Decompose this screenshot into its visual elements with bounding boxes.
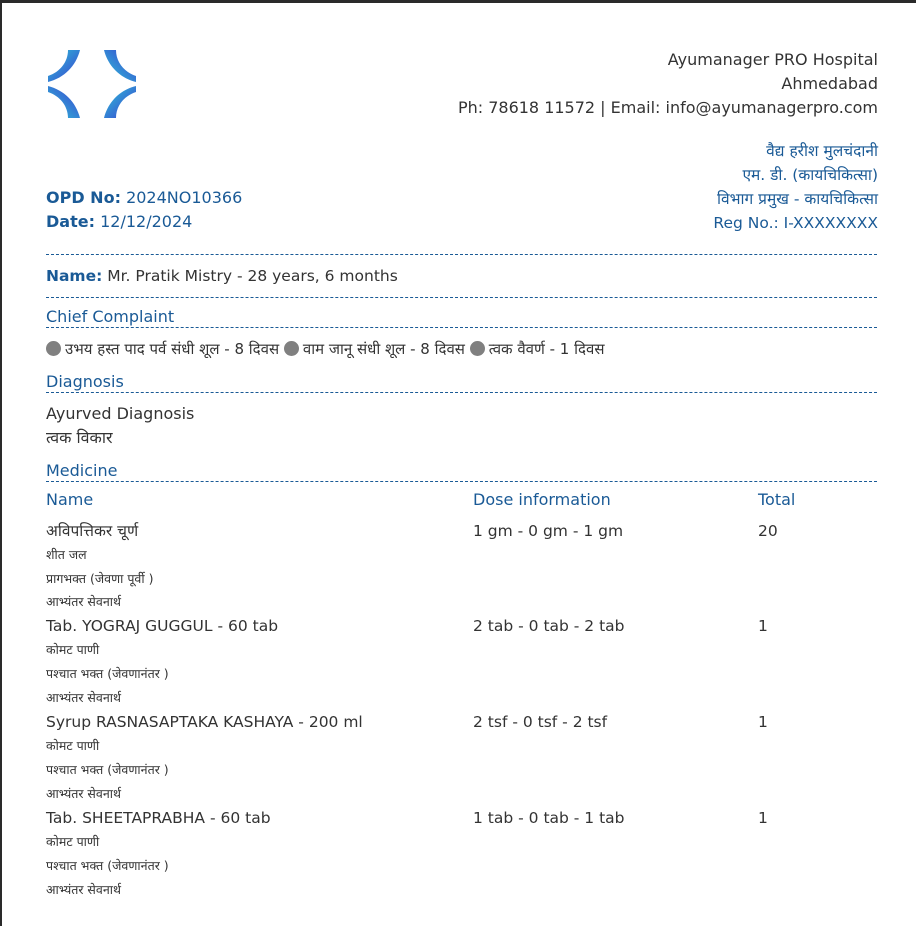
bullet-icon bbox=[470, 341, 485, 356]
date-label: Date: bbox=[46, 212, 95, 231]
visit-info bbox=[46, 186, 242, 234]
divider bbox=[46, 254, 877, 255]
medicine-dose: 1 gm - 0 gm - 1 gm bbox=[473, 522, 624, 540]
patient-name-row bbox=[46, 264, 398, 288]
divider bbox=[46, 392, 877, 393]
medicine-name: Tab. YOGRAJ GUGGUL - 60 tab bbox=[46, 617, 279, 635]
visit-date: 12/12/2024 bbox=[100, 212, 193, 231]
medicine-timing: प्रागभक्त (जेवणा पूर्वी ) bbox=[46, 571, 154, 586]
medicine-total: 20 bbox=[758, 522, 778, 540]
patient-name-label: Name: bbox=[46, 267, 103, 285]
medicine-name: Syrup RASNASAPTAKA KASHAYA - 200 ml bbox=[46, 713, 363, 731]
medicine-total: 1 bbox=[758, 809, 768, 827]
medicine-anupan: कोमट पाणी bbox=[46, 834, 100, 849]
col-header-total: Total bbox=[758, 490, 796, 509]
patient-name: Mr. Pratik Mistry - 28 years, 6 months bbox=[107, 267, 398, 285]
doctor-qualification: एम. डी. (कायचिकित्सा) bbox=[742, 166, 878, 184]
doctor-reg-no: Reg No.: I-XXXXXXXX bbox=[713, 214, 878, 232]
medicine-dose: 1 tab - 0 tab - 1 tab bbox=[473, 809, 625, 827]
diagnosis-title: Diagnosis bbox=[46, 372, 124, 391]
medicine-dose: 2 tsf - 0 tsf - 2 tsf bbox=[473, 713, 608, 731]
medicine-name: Tab. SHEETAPRABHA - 60 tab bbox=[46, 809, 271, 827]
doctor-name: वैद्य हरीश मुलचंदानी bbox=[766, 142, 878, 160]
complaint-list bbox=[46, 337, 604, 361]
complaint-item: उभय हस्त पाद पर्व संधी शूल - 8 दिवस bbox=[65, 340, 280, 358]
medicine-title: Medicine bbox=[46, 461, 118, 480]
hospital-contact: Ph: 78618 11572 | Email: info@ayumanagerpro.com bbox=[457, 98, 878, 117]
medicine-route: आभ्यंतर सेवनार्थ bbox=[46, 690, 121, 705]
medicine-name: अविपत्तिकर चूर्ण bbox=[46, 522, 139, 540]
hospital-info bbox=[458, 48, 878, 120]
opd-label: OPD No: bbox=[46, 188, 121, 207]
doctor-info bbox=[713, 139, 878, 235]
medicine-anupan: कोमट पाणी bbox=[46, 738, 100, 753]
chief-complaint-title: Chief Complaint bbox=[46, 307, 175, 326]
diagnosis-label: Ayurved Diagnosis bbox=[46, 404, 195, 423]
divider bbox=[46, 327, 877, 328]
medicine-anupan: कोमट पाणी bbox=[46, 642, 100, 657]
hospital-city: Ahmedabad bbox=[781, 74, 878, 93]
medicine-timing: पश्चात भक्त (जेवणानंतर ) bbox=[46, 858, 169, 873]
medicine-timing: पश्चात भक्त (जेवणानंतर ) bbox=[46, 762, 169, 777]
col-header-dose: Dose information bbox=[473, 490, 611, 509]
diagnosis-value: त्वक विकार bbox=[46, 428, 113, 447]
hospital-name: Ayumanager PRO Hospital bbox=[667, 50, 878, 69]
divider bbox=[46, 481, 877, 482]
complaint-item: वाम जानू संधी शूल - 8 दिवस bbox=[302, 340, 465, 358]
medicine-anupan: शीत जल bbox=[46, 547, 87, 562]
medicine-route: आभ्यंतर सेवनार्थ bbox=[46, 594, 121, 609]
medicine-total: 1 bbox=[758, 713, 768, 731]
hospital-logo bbox=[46, 48, 138, 120]
opd-number: 2024NO10366 bbox=[126, 188, 243, 207]
medicine-timing: पश्चात भक्त (जेवणानंतर ) bbox=[46, 666, 169, 681]
medicine-route: आभ्यंतर सेवनार्थ bbox=[46, 882, 121, 897]
col-header-name: Name bbox=[46, 490, 94, 509]
medicine-dose: 2 tab - 0 tab - 2 tab bbox=[473, 617, 625, 635]
medicine-total: 1 bbox=[758, 617, 768, 635]
bullet-icon bbox=[46, 341, 61, 356]
complaint-item: त्वक वैवर्ण - 1 दिवस bbox=[488, 340, 605, 358]
diagnosis-block bbox=[46, 402, 194, 450]
divider bbox=[46, 297, 877, 298]
doctor-designation: विभाग प्रमुख - कायचिकित्सा bbox=[716, 190, 878, 208]
bullet-icon bbox=[284, 341, 299, 356]
medicine-route: आभ्यंतर सेवनार्थ bbox=[46, 786, 121, 801]
